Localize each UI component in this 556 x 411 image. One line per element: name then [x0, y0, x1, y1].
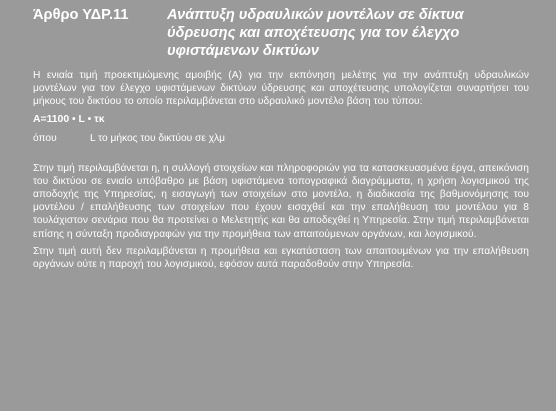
formula-legend — [33, 132, 529, 145]
article-title: Ανάπτυξη υδραυλικών μοντέλων σε δίκτυα ύδρευσης και αποχέτευσης για τον έλεγχο υφιστάμενων δικτύων — [167, 7, 464, 59]
article-code: Άρθρο ΥΔΡ.11 — [33, 7, 129, 23]
excludes-paragraph: Στην τιμή αυτή δεν περιλαμβάνεται η προμήθεια και εγκατάσταση των απαιτουμένων για την επαλήθευση οργάνων ούτε η παροχή του λογισμικού, εφόσον αυτά παραδοθούν στην Υπηρεσία. — [33, 245, 529, 271]
includes-paragraph: Στην τιμή περιλαμβάνεται η, η συλλογή στοιχείων και πληροφοριών για τα κατασκευασμένα έργα, απεικόνιση του δικτύου σε ενιαίο υπόβαθρο με βάση υφιστάμενα τοπογραφικά διαγράμματα, η χρήση λογισμικού της αποδοχής της Υπηρεσίας, η εισαγωγή των στοιχείων στο μοντέλο, η διαδικασία της βαθμονόμησης του μοντέλου / επαλήθευσης των στοιχείων που έχουν εισαχθεί και την επαλήθευση του μοντέλου για 8 τουλάχιστον σενάρια που θα προτείνει ο Μελετητής και θα αποδεχθεί η Υπηρεσία. Στην τιμή περιλαμβάνεται επίσης η σύνταξη προδιαγραφών για την προμήθεια των απαιτούμενων οργάνων, και λογισμικού. — [33, 162, 529, 240]
where-label: όπου — [33, 132, 57, 144]
where-definition: L το μήκος του δικτύου σε χλμ — [90, 132, 226, 144]
article-header — [33, 6, 529, 60]
intro-paragraph: Η ενιαία τιμή προεκτιμώμενης αμοιβής (Α) για την εκπόνηση μελέτης για την ανάπτυξη υδραυλικών μοντέλων για τον έλεγχο υφιστάμενων δικτύων ύδρευσης και αποχέτευσης υπολογίζεται συναρτήσει του μήκους του δικτύου το οποίο περιλαμβάνεται στο υδραυλικό μοντέλο βάση του τύπου: — [33, 70, 529, 108]
fee-formula: A=1100 • L • τκ — [33, 113, 105, 125]
